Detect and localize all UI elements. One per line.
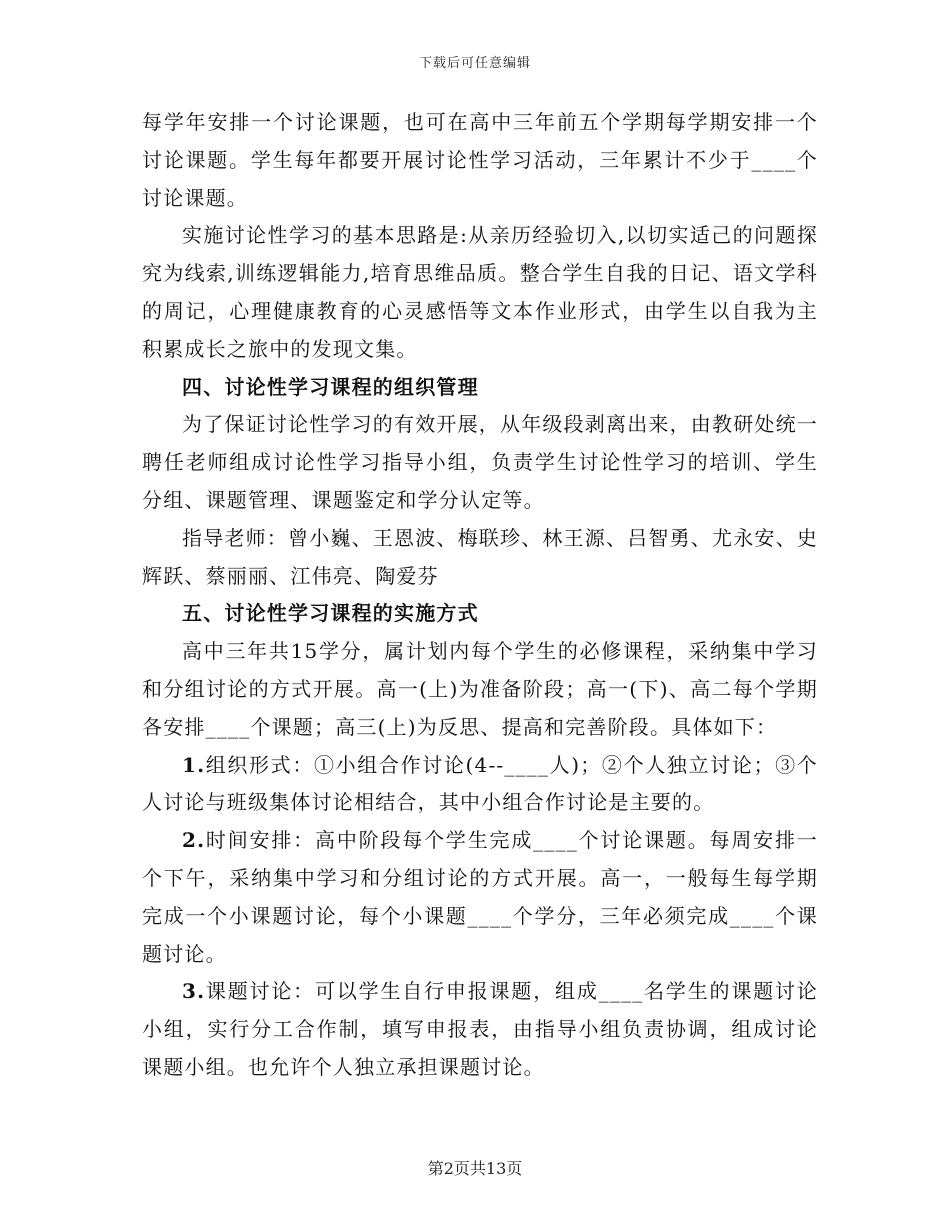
paragraph-implementation: 高中三年共15学分，属计划内每个学生的必修课程，采纳集中学习和分组讨论的方式开展。高一(上)为准备阶段；高一(下)、高二每个学期各安排____个课题；高三(上)为反思、提高和完善阶段。具体如下：	[142, 639, 818, 739]
section-heading-4: 四、讨论性学习课程的组织管理	[182, 374, 479, 399]
list-item-2	[142, 822, 818, 973]
list-item-1	[142, 747, 818, 823]
list-number-1: 1.	[182, 752, 206, 777]
list-text-1: 组织形式：①小组合作讨论(4--____人)；②个人独立讨论；③个人讨论与班级集体讨论相结合，其中小组合作讨论是主要的。	[142, 752, 818, 815]
paragraph-teachers: 指导老师：曾小巍、王恩波、梅联珍、林王源、吕智勇、尤永安、史辉跃、蔡丽丽、江伟亮、陶爱芬	[142, 525, 818, 588]
page-footer: 第2页共13页	[427, 1159, 523, 1178]
paragraph-continued: 每学年安排一个讨论课题，也可在高中三年前五个学期每学期安排一个讨论课题。学生每年都要开展讨论性学习活动，三年累计不少于____个讨论课题。	[142, 110, 818, 210]
list-number-2: 2.	[182, 828, 206, 853]
page-header: 下载后可任意编辑	[418, 56, 531, 71]
list-number-3: 3.	[182, 979, 206, 1004]
list-text-3: 课题讨论：可以学生自行申报课题，组成____名学生的课题讨论小组，实行分工合作制，填写申报表，由指导小组负责协调，组成讨论课题小组。也允许个人独立承担课题讨论。	[142, 979, 818, 1079]
section-heading-5: 五、讨论性学习课程的实施方式	[182, 601, 479, 626]
paragraph-basic-approach: 实施讨论性学习的基本思路是:从亲历经验切入,以切实适己的问题探究为线索,训练逻辑能力,培育思维品质。整合学生自我的日记、语文学科的周记，心理健康教育的心灵感悟等文本作业形式，由学生以自我为主积累成长之旅中的发现文集。	[142, 223, 818, 361]
paragraph-organization: 为了保证讨论性学习的有效开展，从年级段剥离出来，由教研处统一聘任老师组成讨论性学习指导小组，负责学生讨论性学习的培训、学生分组、课题管理、课题鉴定和学分认定等。	[142, 412, 818, 512]
list-item-3	[142, 973, 818, 1086]
document-body	[142, 104, 818, 1087]
list-text-2: 时间安排：高中阶段每个学生完成____个讨论课题。每周安排一个下午，采纳集中学习和分组讨论的方式开展。高一，一般每生每学期完成一个小课题讨论，每个小课题____个学分，三年必须完成____个课题讨论。	[142, 828, 818, 966]
